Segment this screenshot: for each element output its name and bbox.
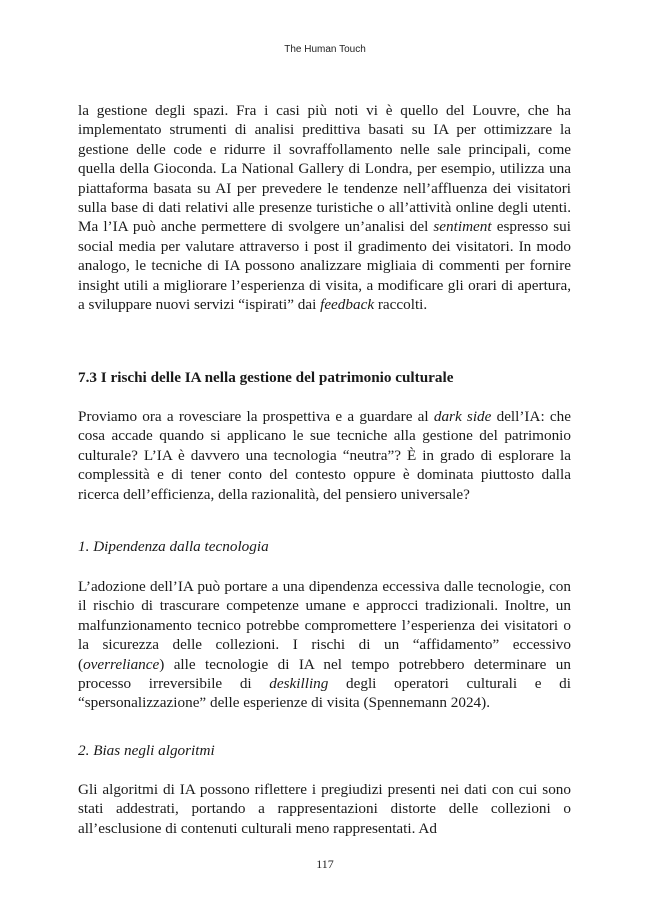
paragraph-dark-side: Proviamo ora a rovesciare la prospettiva e a guardare al dark side dell’IA: che cosa accade quando si applicano le sue tecniche alla gestione del patrimonio culturale? L’IA è davvero una tecnologia “neutra”? È in grado di esplorare la complessità e di tener conto del contesto oppure è dominata piuttosto dalla ricerca dell’efficienza, della razionalità, del pensiero universale? (78, 408, 571, 503)
running-head: The Human Touch (284, 44, 366, 55)
paragraph-bias: Gli algoritmi di IA possono riflettere i pregiudizi presenti nei dati con cui sono stati addestrati, portando a rappresentazioni distorte delle collezioni o all’esclusione di contenuti culturali meno rappresentati. Ad (78, 781, 571, 837)
italic-term: feedback (320, 296, 375, 314)
italic-term: dark side (433, 408, 492, 425)
section-heading: 7.3 I rischi delle IA nella gestione del patrimonio culturale (78, 369, 454, 386)
paragraph-louvre: la gestione degli spazi. Fra i casi più noti vi è quello del Louvre, che ha implementato strumenti di analisi predittiva basati su IA per ottimizzare la gestione delle code e ridurre il sovraffollamento nelle sale principali, come quella della Gioconda. La National Gallery di Londra, per esempio, utilizza una piattaforma basata su AI per prevedere le tendenze nell’affluenza dei visitatori sulla base di dati relativi alle presenze turistiche o all’attività online degli utenti. Ma l’IA può anche permettere di svolgere un’analisi del sentiment espresso sui social media per valutare attraverso i post il gradimento dei visitatori. In modo analogo, le tecniche di IA possono analizzare migliaia di commenti per fornire insight utili a migliorare l’esperienza di visita, a modificare gli orari di apertura, a sviluppare nuovi servizi “ispirati” dai feedback raccolti. (78, 102, 571, 314)
italic-term: deskilling (269, 675, 329, 693)
italic-term: sentiment (433, 218, 492, 236)
subheading-dependence: 1. Dipendenza dalla tecnologia (78, 538, 269, 555)
page-number: 117 (316, 857, 334, 871)
italic-term: overreliance (83, 655, 160, 673)
paragraph-dependence: L’adozione dell’IA può portare a una dipendenza eccessiva dalle tecnologie, con il rischio di trascurare competenze umane e approcci tradizionali. Inoltre, un malfunzionamento tecnico potrebbe compromettere l’esperienza dei visitatori o la sicurezza delle collezioni. I rischi di un “affidamento” eccessivo (overreliance) alle tecnologie di IA nel tempo potrebbero determinare un processo irreversibile di deskilling degli operatori culturali e di “spersonalizzazione” delle esperienze di visita (Spennemann 2024). (78, 578, 571, 712)
subheading-bias: 2. Bias negli algoritmi (78, 742, 215, 759)
